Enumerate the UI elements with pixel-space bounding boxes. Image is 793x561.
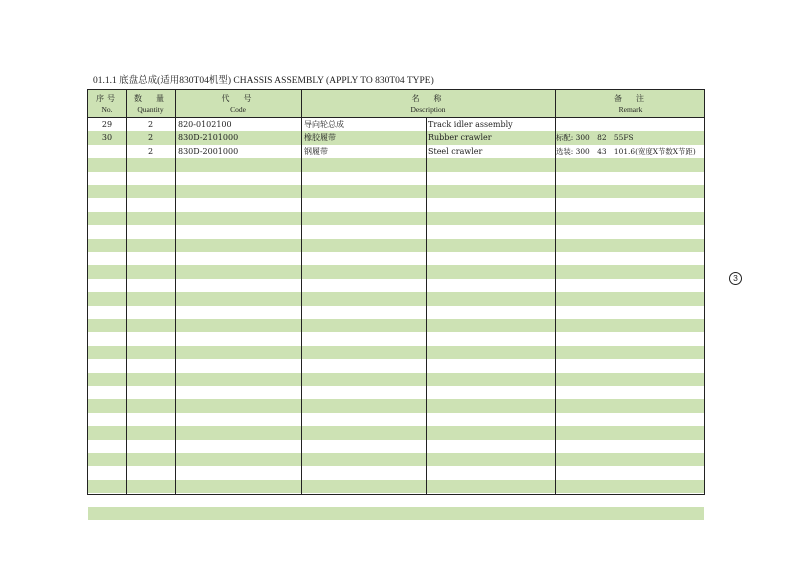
header-description-en: Description [410,105,446,114]
header-remark [555,90,706,118]
header-no [88,90,126,118]
cell-remark [555,118,706,131]
table-row [88,145,704,158]
table-row [88,453,704,466]
cell-remark: 选装: 300 43 101.6(宽度X节数X节距) [556,146,696,156]
cell-qty: 2 [147,133,154,143]
cell-code: 830D-2001000 [178,146,239,156]
table-row [88,252,704,265]
cell-name-en: Rubber crawler [428,133,492,143]
header-code [175,90,301,118]
header-no-en: No. [101,105,113,114]
column-divider [555,90,556,494]
column-divider [175,90,176,494]
cell-qty: 2 [147,120,154,129]
table-row [88,158,704,171]
table-row [88,225,704,238]
table-row [88,292,704,305]
table-row [88,172,704,185]
table-row [88,279,704,292]
table-header [88,90,704,118]
header-remark-zh: 备 注 [614,94,647,103]
table-row [88,507,704,520]
parts-table [87,89,705,495]
header-remark-en: Remark [618,105,643,114]
table-row [88,239,704,252]
column-divider [426,118,427,494]
table-row [88,212,704,225]
table-row [88,306,704,319]
cell-name-zh: 橡胶履带 [304,133,336,143]
column-divider [301,90,302,494]
table-row [88,399,704,412]
header-description [301,90,555,118]
table-row [88,265,704,278]
table-row [88,198,704,211]
table-row [88,373,704,386]
table-row [88,466,704,479]
cell-name-en: Steel crawler [428,146,483,156]
table-row [88,185,704,198]
table-row [88,426,704,439]
cell-remark: 标配: 300 82 55FS [556,133,634,143]
table-row [88,319,704,332]
header-code-zh: 代 号 [221,94,255,103]
cell-name-zh: 钢履带 [304,146,328,156]
table-row [88,413,704,426]
table-row [88,440,704,453]
table-row [88,131,704,144]
page-number: 3 [729,272,742,285]
cell-qty: 2 [147,146,154,156]
table-row [88,386,704,399]
header-quantity-zh: 数 量 [134,94,167,103]
page-title: 01.1.1 底盘总成(适用830T04机型) CHASSIS ASSEMBLY (APPLY TO 830T04 TYPE) [93,76,434,86]
cell-no: 29 [101,120,113,129]
table-row [88,118,704,131]
table-row [88,346,704,359]
cell-code: 820-0102100 [178,120,232,129]
header-quantity [126,90,175,118]
cell-no: 30 [101,133,113,143]
table-row [88,332,704,345]
table-row [88,493,704,506]
cell-name-en: Track idler assembly [428,120,513,129]
column-divider [126,90,127,494]
table-row [88,480,704,493]
header-no-zh: 序号 [96,94,118,103]
header-description-zh: 名 称 [411,94,445,103]
cell-no [88,145,126,158]
cell-name-zh: 导向轮总成 [304,120,344,129]
header-code-en: Code [230,105,246,114]
cell-code: 830D-2101000 [178,133,239,143]
header-quantity-en: Quantity [137,105,164,114]
table-row [88,359,704,372]
